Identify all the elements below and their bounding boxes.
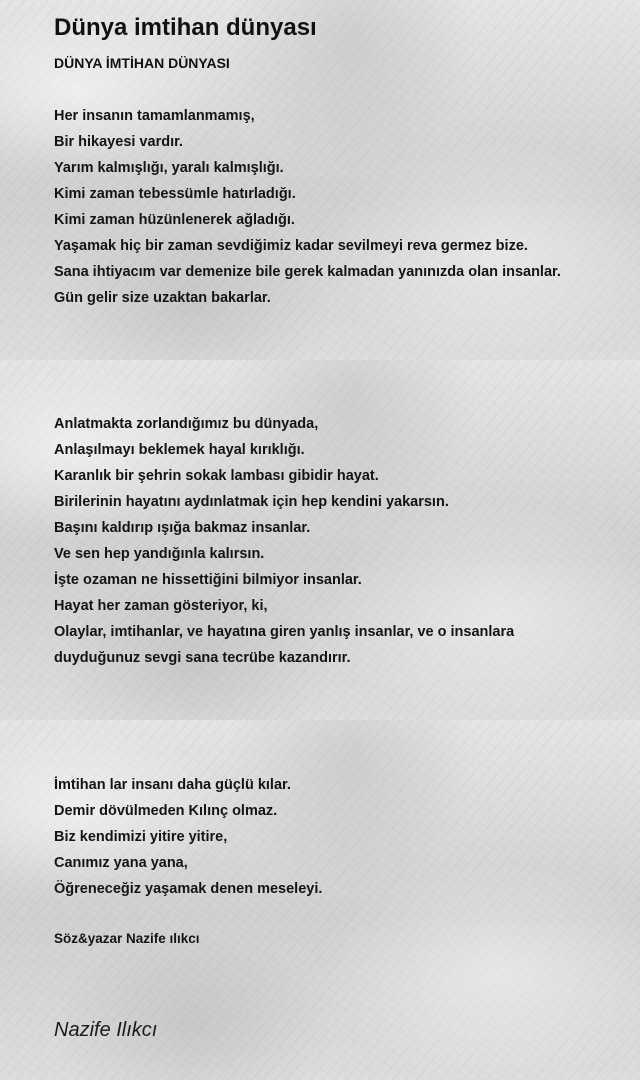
author-name: Nazife Ilıkcı (54, 1019, 158, 1041)
stanza-2 (54, 411, 514, 671)
poem-line: Olaylar, imtihanlar, ve hayatına giren yanlış insanlar, ve o insanlara (54, 624, 515, 640)
poem-line: Biz kendimizi yitire yitire, (54, 829, 228, 845)
stanza-1 (54, 103, 561, 311)
poem-line: Her insanın tamamlanmamış, (54, 108, 255, 124)
poem-line: Sana ihtiyacım var demenize bile gerek kalmadan yanınızda olan insanlar. (54, 264, 561, 280)
poem-credit: Söz&yazar Nazife ılıkcı (54, 931, 200, 946)
stanza-3 (54, 772, 322, 902)
poem-line: Hayat her zaman gösteriyor, ki, (54, 598, 268, 614)
poem-line: Yarım kalmışlığı, yaralı kalmışlığı. (54, 160, 284, 176)
poem-line: Anlaşılmayı beklemek hayal kırıklığı. (54, 442, 305, 458)
poem-line: Başını kaldırıp ışığa bakmaz insanlar. (54, 520, 311, 536)
poem-line: Yaşamak hiç bir zaman sevdiğimiz kadar sevilmeyi reva germez bize. (54, 238, 528, 254)
poem-line: Kimi zaman hüzünlenerek ağladığı. (54, 212, 295, 228)
poem-line: Anlatmakta zorlandığımız bu dünyada, (54, 416, 319, 432)
poem-subtitle: DÜNYA İMTİHAN DÜNYASI (54, 55, 230, 71)
poem-line: Birilerinin hayatını aydınlatmak için hep kendini yakarsın. (54, 494, 449, 510)
poem-line: duyduğunuz sevgi sana tecrübe kazandırır. (54, 650, 351, 666)
poem-line: Bir hikayesi vardır. (54, 134, 183, 150)
poem-line: Canımız yana yana, (54, 855, 188, 871)
poem-line: İmtihan lar insanı daha güçlü kılar. (54, 777, 291, 793)
poem-line: Gün gelir size uzaktan bakarlar. (54, 290, 271, 306)
poem-line: İşte ozaman ne hissettiğini bilmiyor insanlar. (54, 572, 362, 588)
poem-line: Öğreneceğiz yaşamak denen meseleyi. (54, 881, 323, 897)
poem-line: Demir dövülmeden Kılınç olmaz. (54, 803, 278, 819)
poem-line: Kimi zaman tebessümle hatırladığı. (54, 186, 296, 202)
poem-title: Dünya imtihan dünyası (54, 14, 317, 41)
poem-line: Karanlık bir şehrin sokak lambası gibidir hayat. (54, 468, 379, 484)
poem-line: Ve sen hep yandığınla kalırsın. (54, 546, 265, 562)
